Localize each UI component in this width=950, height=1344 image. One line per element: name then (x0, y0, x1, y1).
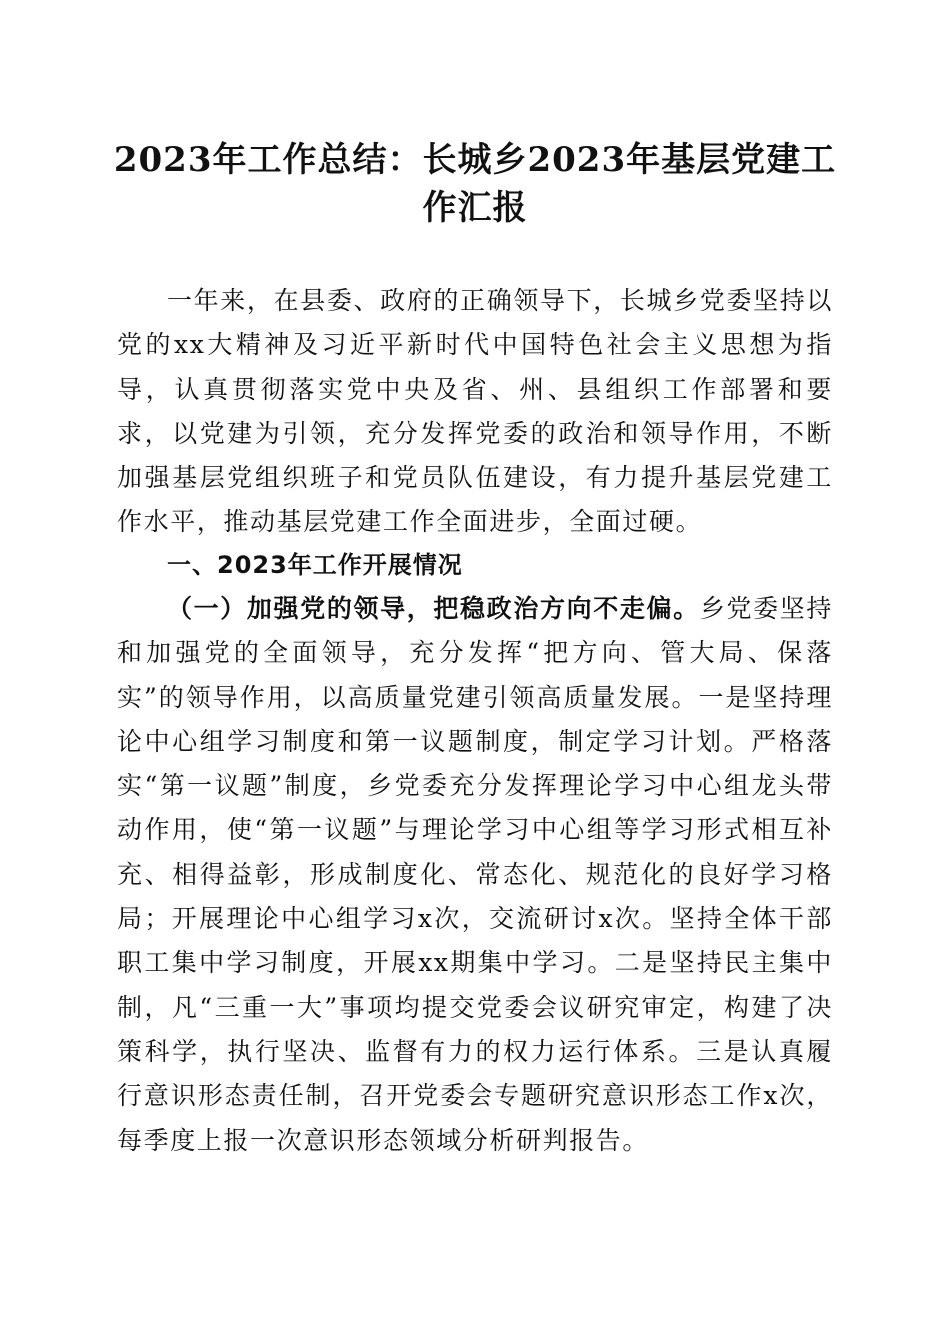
intro-paragraph: 一年来，在县委、政府的正确领导下，长城乡党委坚持以党的xx大精神及习近平新时代中国特色社会主义思想为指导，认真贯彻落实党中央及省、州、县组织工作部署和要求，以党建为引领，充分发挥党委的政治和领导作用，不断加强基层党组织班子和党员队伍建设，有力提升基层党建工作水平，推动基层党建工作全面进步，全面过硬。 (117, 286, 833, 537)
subsection-lead: （一）加强党的领导，把稳政治方向不走偏。 (167, 594, 700, 623)
document-title: 2023年工作总结：长城乡2023年基层党建工作汇报 (113, 140, 837, 228)
section-heading: 一、2023年工作开展情况 (167, 551, 463, 579)
subsection-paragraph (117, 587, 833, 1163)
subsection-body: 乡党委坚持和加强党的全面领导，充分发挥“把方向、管大局、保落实”的领导作用，以高质量党建引领高质量发展。一是坚持理论中心组学习制度和第一议题制度，制定学习计划。严格落实“第一议题”制度，乡党委充分发挥理论学习中心组龙头带动作用，使“第一议题”与理论学习中心组等学习形式相互补充、相得益彰，形成制度化、常态化、规范化的良好学习格局；开展理论中心组学习x次，交流研讨x次。坚持全体干部职工集中学习制度，开展xx期集中学习。二是坚持民主集中制，凡“三重一大”事项均提交党委会议研究审定，构建了决策科学，执行坚决、监督有力的权力运行体系。三是认真履行意识形态责任制，召开党委会专题研究意识形态工作x次，每季度上报一次意识形态领域分析研判报告。 (117, 594, 833, 1155)
